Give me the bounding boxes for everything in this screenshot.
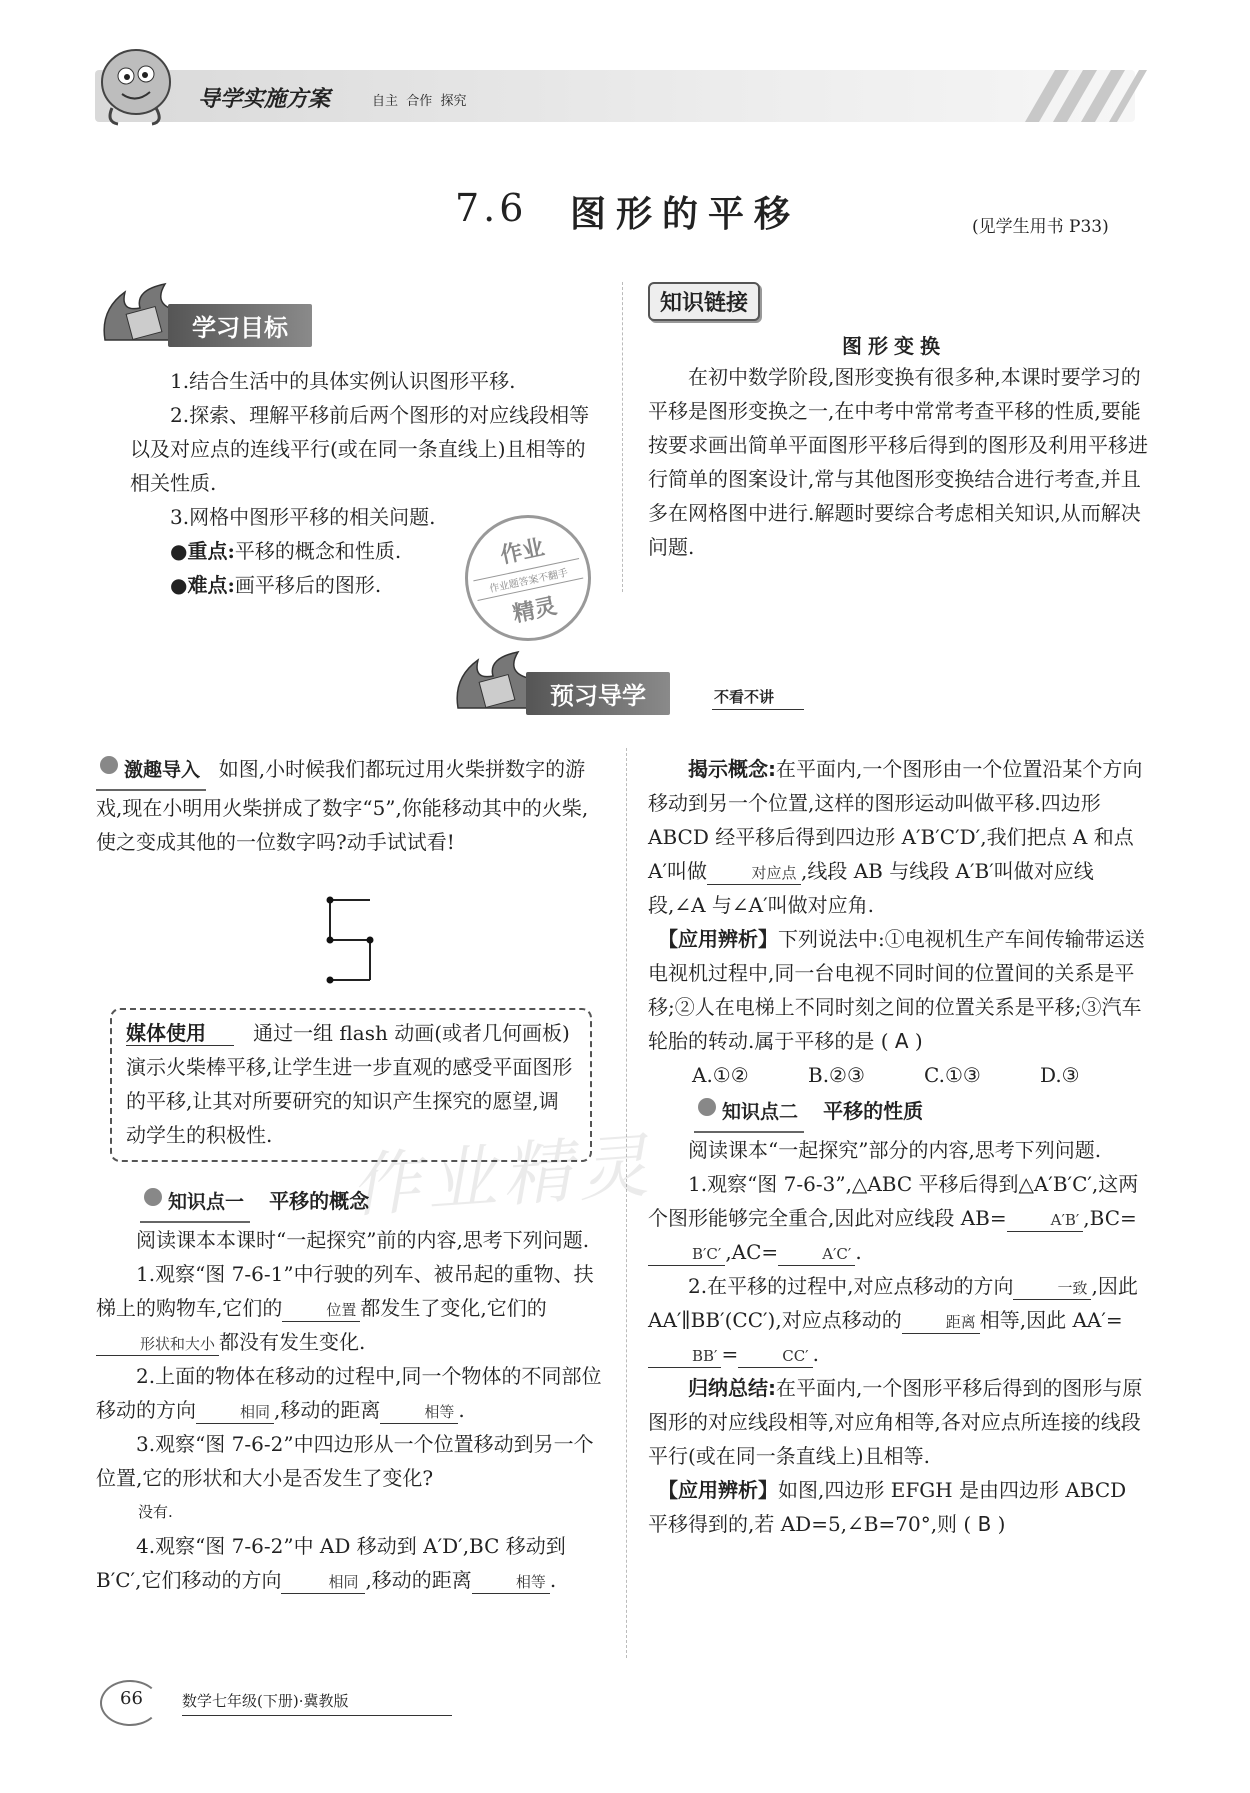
watermark: 作业精灵	[347, 1124, 657, 1228]
page-title: 图形的平移	[570, 194, 801, 235]
text-run: 4.观察“图 7-6-2”中 AD 移动到 A′D′,BC 移动到 B′C′,它们移动的方向	[96, 1534, 566, 1592]
hard-point-label: ●难点:	[170, 573, 235, 597]
header-title: 导学实施方案	[198, 87, 331, 112]
kp1-title: 平移的概念	[269, 1189, 370, 1213]
key-point-label: ●重点:	[170, 539, 235, 563]
reveal-label: 揭示概念:	[688, 757, 776, 781]
knowledge-link-text: 在初中数学阶段,图形变换有很多种,本课时要学习的平移是图形变换之一,在中考中常常考查平移的性质,要能按要求画出简单平面图形平移后得到的图形及利用平移进行简单的图案设计,常与其他图形变换结合进行考查,并且多在网格图中进行.解题时要综合考虑相关知识,从而解决问题.	[648, 365, 1148, 559]
text-run: 2.上面的物体在移动的过程中,同一个物体的不同部位移动的方向	[96, 1364, 602, 1422]
apply1-text: 下列说法中:①电视机生产车间传输带运送电视机过程中,同一台电视不同时间的位置间的关系是平移;②人在电梯上不同时刻之间的位置关系是平移;③汽车轮胎的转动.属于平移的是	[648, 927, 1145, 1053]
answer-blank: A′B′	[1007, 1209, 1084, 1232]
kp1-q3-answer: 没有.	[138, 1503, 173, 1521]
text-run: ,移动的距离	[274, 1398, 381, 1422]
answer-blank: B′C′	[648, 1243, 725, 1266]
answer-blank: A′C′	[778, 1243, 855, 1266]
summary-paragraph	[648, 1371, 1150, 1473]
text-run: 1.观察“图 7-6-3”,△ABC 平移后得到△A′B′C′,这两个图形能够完全重合,因此对应线段 AB=	[648, 1172, 1139, 1230]
apply1-options	[648, 1058, 1150, 1092]
column-divider	[622, 282, 623, 592]
option-a: A.①②	[692, 1063, 749, 1087]
intro-block	[96, 752, 606, 859]
kp2-q2	[648, 1269, 1150, 1371]
apply1-answer: A	[894, 1029, 909, 1053]
reveal-text: 在平面内,一个图形由一个位置沿某个方向移动到另一个位置,这样的图形运动叫做平移.四边形 ABCD 经平移后得到四边形 A′B′C′D′,我们把点 A 和点 A′叫做	[648, 757, 1143, 883]
goal-item: 1.结合生活中的具体实例认识图形平移.	[170, 369, 516, 393]
text-run: ,移动的距离	[365, 1568, 472, 1592]
answer-blank: 形状和大小	[96, 1333, 219, 1356]
apply1-label: 【应用辨析】	[658, 927, 778, 951]
goals-heading: 学习目标	[168, 304, 312, 347]
book-title: 数学七年级(下册)·冀教版	[182, 1690, 452, 1716]
knowledge-link-tag: 知识链接	[648, 282, 760, 321]
text-run: ,BC=	[1083, 1206, 1137, 1230]
apply2-answer: B	[977, 1512, 992, 1536]
chapter-number: 7.6	[455, 186, 528, 230]
kp1-q3: 3.观察“图 7-6-2”中四边形从一个位置移动到另一个位置,它的形状和大小是否发生了变化?	[96, 1432, 594, 1490]
answer-blank: 一致	[1013, 1277, 1091, 1300]
text-run: .	[549, 1568, 557, 1592]
answer-blank: 相同	[281, 1571, 365, 1594]
text-run: .	[855, 1240, 862, 1264]
media-text: 通过一组 flash 动画(或者几何画板)演示火柴棒平移,让学生进一步直观的感受平面图形的平移,让其对所要研究的知识产生探究的愿望,调动学生的积极性.	[126, 1021, 573, 1147]
option-c: C.①③	[924, 1063, 981, 1087]
media-tag: 媒体使用	[126, 1021, 234, 1046]
answer-blank: 相等	[380, 1401, 458, 1424]
hard-point-text: 画平移后的图形.	[234, 573, 382, 597]
text-run: .	[458, 1398, 465, 1422]
reveal-paragraph	[648, 752, 1150, 922]
answer-blank: CC′	[738, 1345, 812, 1368]
intro-tag: 激趣导入	[96, 753, 206, 791]
mascot-icon	[92, 42, 178, 128]
kp1-q4	[96, 1529, 606, 1597]
apply2-label: 【应用辨析】	[658, 1478, 778, 1502]
summary-text: 在平面内,一个图形平移后得到的图形与原图形的对应线段相等,对应角相等,各对应点所连接的线段平行(或在同一条直线上)且相等.	[648, 1376, 1143, 1468]
kp1-lead: 阅读课本本课时“一起探究”前的内容,思考下列问题.	[136, 1228, 590, 1252]
kp1-tag: 知识点一	[140, 1185, 250, 1223]
option-d: D.③	[1040, 1063, 1080, 1087]
kp1-block	[96, 1184, 606, 1597]
matchstick-five-figure	[320, 892, 380, 992]
apply2-text: 如图,四边形 EFGH 是由四边形 ABCD 平移得到的,若 AD=5,∠B=70°,则	[648, 1478, 1127, 1536]
text-run: 都没有发生变化.	[219, 1330, 366, 1354]
apply1-paragraph: 【应用辨析】下列说法中:①电视机生产车间传输带运送电视机过程中,同一台电视不同时间的位置间的关系是平移;②人在电梯上不同时刻之间的位置关系是平移;③汽车轮胎的转动.属于平移的是 ( A )	[648, 927, 1145, 1053]
key-point-text: 平移的概念和性质.	[234, 539, 402, 563]
knowledge-link-heading: 图形变换	[842, 334, 946, 358]
answer-blank: 相同	[196, 1401, 274, 1424]
text-run: ,AC=	[725, 1240, 779, 1264]
page-number: 66	[120, 1688, 143, 1709]
answer-blank: BB′	[648, 1345, 721, 1368]
summary-label: 归纳总结:	[688, 1376, 776, 1400]
answer-blank: 相等	[472, 1571, 550, 1594]
text-run: 都发生了变化,它们的	[360, 1296, 547, 1320]
goal-item: 2.探索、理解平移前后两个图形的对应线段相等以及对应点的连线平行(或在同一条直线上)且相等的相关性质.	[130, 403, 590, 495]
apply2-paragraph: 【应用辨析】如图,四边形 EFGH 是由四边形 ABCD 平移得到的,若 AD=5,∠B=70°,则 ( B )	[648, 1478, 1127, 1536]
option-b: B.②③	[808, 1063, 865, 1087]
kp2-q1	[648, 1167, 1150, 1269]
stamp-middle: 作业题答案不翻手	[473, 558, 583, 601]
text-run: 2.在平移的过程中,对应点移动的方向	[688, 1274, 1014, 1298]
header-subtitle: 自主 合作 探究	[372, 94, 467, 109]
text-run: ,线段 AB 与线段 A′B′叫做对应线段,∠A 与∠A′叫做对应角.	[648, 859, 1094, 917]
text-run: .	[812, 1342, 819, 1366]
kp1-q2	[96, 1359, 606, 1427]
answer-blank: 距离	[902, 1311, 980, 1334]
text-run: 相等,因此 AA′=	[979, 1308, 1123, 1332]
text-run: 1.观察“图 7-6-1”中行驶的列车、被吊起的重物、扶梯上的购物车,它们的	[96, 1262, 594, 1320]
answer-blank: 位置	[282, 1299, 360, 1322]
knowledge-link-body	[648, 360, 1150, 564]
intro-text: 如图,小时候我们都玩过用火柴拼数字的游戏,现在小明用火柴拼成了数字“5”,你能移动其中的火柴,使之变成其他的一位数字吗?动手试试看!	[96, 757, 589, 854]
stamp-top: 作业	[498, 535, 547, 569]
stamp-bottom: 精灵	[510, 593, 560, 628]
kp1-q1	[96, 1257, 606, 1359]
answer-blank: 对应点	[707, 862, 801, 885]
goal-item: 3.网格中图形平移的相关问题.	[170, 505, 436, 529]
kp2-tag: 知识点二	[694, 1095, 804, 1133]
text-run: =	[721, 1342, 739, 1366]
preview-heading: 预习导学	[526, 672, 670, 715]
kp2-title: 平移的性质	[823, 1099, 924, 1123]
intro-paragraph	[96, 752, 606, 859]
chapter-reference: (见学生用书 P33)	[972, 217, 1109, 237]
preview-note: 不看不讲	[712, 686, 804, 710]
kp2-lead: 阅读课本“一起探究”部分的内容,思考下列问题.	[688, 1138, 1102, 1162]
kp2-heading	[694, 1094, 1150, 1133]
right-column	[648, 752, 1150, 1541]
text-run: ,因此 AA′∥BB′(CC′),对应点移动的	[648, 1274, 1138, 1332]
